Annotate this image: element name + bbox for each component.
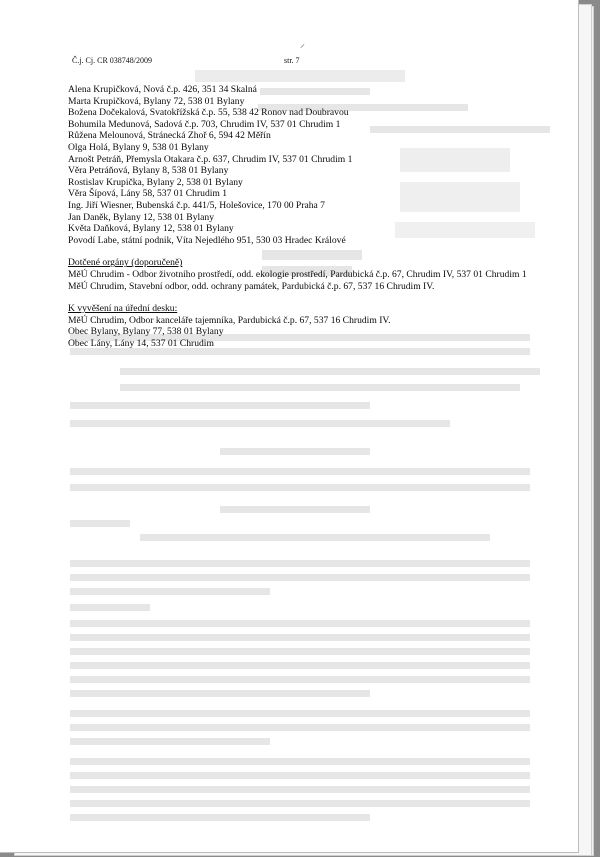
recipient-line: Olga Holá, Bylany 9, 538 01 Bylany: [68, 141, 209, 153]
document-reference: Č.j. Cj. CR 038748/2009: [72, 56, 153, 65]
recipient-line: Bohumila Medunová, Sadová č.p. 703, Chrudim IV, 537 01 Chrudim 1: [68, 118, 341, 130]
notice-board-item: Obec Lány, Lány 14, 537 01 Chrudim: [68, 337, 214, 349]
recipient-line: Povodí Labe, státní podnik, Víta Nejedlého 951, 530 03 Hradec Králové: [68, 234, 346, 246]
recipient-line: Marta Krupičková, Bylany 72, 538 01 Bylany: [68, 95, 245, 107]
handwritten-mark: ⸝: [300, 39, 305, 50]
recipient-line: Arnošt Petráň, Přemysla Otakara č.p. 637, Chrudim IV, 537 01 Chrudim 1: [68, 153, 353, 165]
affected-organs-heading: Dotčené orgány (doporučeně): [68, 257, 183, 269]
affected-organ-item: MěÚ Chrudim - Odbor životního prostředí, odd. ekologie prostředí, Pardubická č.p. 67, Chrudim IV, 537 01 Chrudim 1: [68, 268, 527, 280]
recipient-line: Božena Dočekalová, Svatokřížská č.p. 55, 538 42 Ronov nad Doubravou: [68, 107, 349, 119]
page-number: str. 7: [284, 56, 300, 65]
recipient-line: Věra Petráňová, Bylany 8, 538 01 Bylany: [68, 165, 229, 177]
recipient-line: Ing. Jiří Wiesner, Bubenská č.p. 441/5, Holešovice, 170 00 Praha 7: [68, 199, 325, 211]
recipient-line: Jan Daněk, Bylany 12, 538 01 Bylany: [68, 211, 215, 223]
recipient-list: [68, 84, 538, 246]
recipient-line: Růžena Melounová, Stránecká Zhoř 6, 594 42 Měřín: [68, 130, 271, 142]
notice-board-item: MěÚ Chrudim, Odbor kanceláře tajemníka, Pardubická č.p. 67, 537 16 Chrudim IV.: [68, 314, 391, 326]
recipient-line: Věra Šípová, Lány 58, 537 01 Chrudim 1: [68, 188, 228, 200]
notice-board-heading: K vyvěšení na úřední desku:: [68, 303, 178, 315]
recipient-line: Květa Daňková, Bylany 12, 538 01 Bylany: [68, 223, 234, 235]
affected-organ-item: MěÚ Chrudim, Stavební odbor, odd. ochrany památek, Pardubická č.p. 67, 537 16 Chrudim IV.: [68, 280, 435, 292]
document-body: [68, 84, 538, 349]
recipient-line: Rostislav Krupička, Bylany 2, 538 01 Bylany: [68, 176, 243, 188]
notice-board-item: Obec Bylany, Bylany 77, 538 01 Bylany: [68, 326, 224, 338]
recipient-line: Alena Krupičková, Nová č.p. 426, 351 34 Skalná: [68, 84, 257, 95]
